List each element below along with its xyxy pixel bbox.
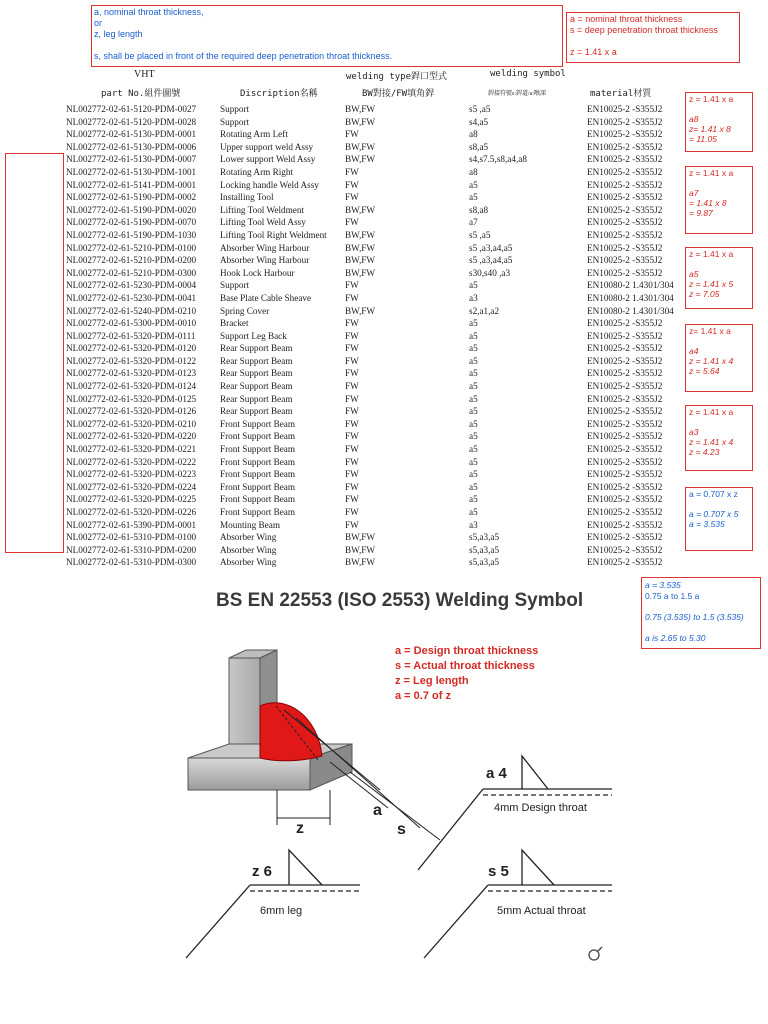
symbol-z6 (186, 850, 360, 958)
right-note-line: a = nominal throat thickness (570, 14, 683, 24)
welding-type-cell: FW (345, 292, 359, 303)
welding-type-cell: FW (345, 456, 359, 467)
side-note (689, 489, 755, 529)
welding-type-cell: FW (345, 444, 359, 455)
welding-symbol-cell: s4,s7.5,s8,a4,a8 (469, 154, 527, 165)
top-note-line: z, leg length (94, 29, 143, 39)
material-cell: EN10025-2 -S355J2 (587, 557, 663, 568)
part-number-cell: NL002772-02-61-5120-PDM-0027 (66, 104, 197, 114)
part-number-cell: NL002772-02-61-5320-PDM-0226 (66, 507, 197, 517)
description-cell: Hook Lock Harbour (220, 267, 295, 278)
part-number-cell: NL002772-02-61-5320-PDM-0125 (66, 393, 197, 404)
welding-symbol-cell: a5 (469, 330, 478, 341)
part-number-cell: NL002772-02-61-5320-PDM-0224 (66, 481, 197, 492)
side-note-line: a5 (689, 269, 699, 279)
welding-symbol-cell: a5 (469, 456, 478, 467)
welding-type-cell: BW,FW (345, 141, 376, 152)
dim-z-label: z (296, 820, 304, 837)
range-note-line (645, 622, 744, 633)
material-cell: EN10025-2 -S355J2 (587, 431, 663, 442)
description-cell: Front Support Beam (220, 507, 296, 517)
header-welding-symbol-top: welding symbol (490, 69, 566, 79)
symbol-s5 (424, 850, 612, 958)
header-description: Discription名稱 (240, 89, 318, 99)
welding-symbol-cell: s5,a3,a5 (469, 557, 500, 568)
part-number-cell: NL002772-02-61-5210-PDM-0200 (66, 255, 197, 266)
welding-symbol-cell: a5 (469, 179, 478, 190)
description-cell: Rear Support Beam (220, 393, 293, 404)
part-number-cell: NL002772-02-61-5320-PDM-0222 (66, 456, 197, 467)
header-part-no: part No.組件圖號 (101, 89, 181, 99)
header-welding-symbol: 銲接符號s:銲道/a:喉深 (488, 91, 546, 97)
description-cell: Rotating Arm Left (220, 129, 288, 140)
material-cell: EN10025-2 -S355J2 (587, 141, 663, 152)
material-cell: EN10025-2 -S355J2 (587, 267, 663, 278)
welding-symbol-cell: s8,a5 (469, 141, 489, 152)
side-note-line: a8 (689, 114, 699, 124)
description-cell: Absorber Wing Harbour (220, 255, 310, 266)
part-number-cell: NL002772-02-61-5310-PDM-0200 (66, 544, 197, 555)
weld-bead (260, 703, 322, 761)
description-cell: Front Support Beam (220, 494, 296, 505)
welding-type-cell: FW (345, 469, 359, 480)
welding-symbol-cell: a8 (469, 129, 478, 140)
welding-symbol-cell: a8 (469, 166, 478, 177)
material-cell: EN10025-2 -S355J2 (587, 381, 663, 392)
welding-symbol-cell: a5 (469, 406, 478, 417)
range-note-line: 0.75 a to 1.5 a (645, 590, 700, 601)
welding-type-cell: BW,FW (345, 267, 376, 278)
side-note-line (689, 104, 755, 114)
material-cell: EN10080-2 1.4301/304 (587, 305, 674, 316)
side-note-line: a3 (689, 427, 699, 437)
description-cell: Front Support Beam (220, 456, 296, 467)
material-cell: EN10025-2 -S355J2 (587, 179, 663, 190)
side-note-line: = 1.41 x 8 (689, 198, 727, 208)
welding-type-cell: BW,FW (345, 544, 376, 555)
welding-symbol-cell: a5 (469, 192, 478, 203)
part-number-cell: NL002772-02-61-5190-PDM-0070 (66, 217, 197, 228)
welding-symbol-cell: s5 ,a3,a4,a5 (469, 242, 513, 253)
symbol-a4 (418, 756, 612, 870)
part-number-cell: NL002772-02-61-5320-PDM-0223 (66, 469, 197, 480)
description-cell: Absorber Wing (220, 544, 277, 555)
welding-symbol-cell: a5 (469, 368, 478, 379)
dim-a-label: a (373, 802, 382, 819)
welding-type-cell: FW (345, 381, 359, 392)
side-note-line: a = 0.707 x 5 (689, 509, 739, 519)
description-cell: Rear Support Beam (220, 381, 293, 392)
part-number-cell: NL002772-02-61-5320-PDM-0123 (66, 368, 197, 379)
description-cell: Absorber Wing (220, 532, 277, 543)
material-cell: EN10025-2 -S355J2 (587, 355, 663, 366)
welding-symbol-cell: a5 (469, 355, 478, 366)
welding-type-cell: FW (345, 343, 359, 354)
dim-s-label: s (397, 821, 406, 838)
material-cell: EN10025-2 -S355J2 (587, 393, 663, 404)
range-note-line: a is 2.65 to 5.30 (645, 632, 706, 643)
description-cell: Rear Support Beam (220, 368, 293, 379)
welding-symbol-cell: a5 (469, 469, 478, 480)
welding-type-cell: BW,FW (345, 204, 376, 215)
side-note-line (689, 259, 755, 269)
welding-symbol-cell: s5 ,a5 (469, 104, 491, 114)
welding-symbol-cell: a5 (469, 507, 478, 517)
description-cell: Support (220, 104, 250, 114)
welding-symbol-cell: a5 (469, 393, 478, 404)
welding-symbol-cell: s2,a1,a2 (469, 305, 500, 316)
part-number-cell: NL002772-02-61-5130-PDM-0006 (66, 141, 197, 152)
material-cell: EN10025-2 -S355J2 (587, 318, 663, 329)
material-cell: EN10025-2 -S355J2 (587, 368, 663, 379)
top-note-line (94, 40, 392, 51)
material-cell: EN10080-2 1.4301/304 (587, 292, 674, 303)
side-note (689, 326, 755, 376)
description-cell: Rear Support Beam (220, 406, 293, 417)
right-note (570, 14, 718, 58)
description-cell: Front Support Beam (220, 481, 296, 492)
top-note (94, 7, 392, 62)
welding-type-cell: BW,FW (345, 305, 376, 316)
welding-type-cell: FW (345, 330, 359, 341)
side-note-line (689, 417, 755, 427)
symbol-s5-caption: 5mm Actual throat (497, 905, 586, 917)
symbol-z6-caption: 6mm leg (260, 905, 303, 917)
welding-symbol-cell: a5 (469, 444, 478, 455)
description-cell: Mounting Beam (220, 519, 280, 530)
part-number-cell: NL002772-02-61-5310-PDM-0100 (66, 532, 197, 543)
description-cell: Support (220, 116, 250, 127)
top-note-line: a, nominal throat thickness, (94, 7, 204, 17)
part-number-cell: NL002772-02-61-5120-PDM-0028 (66, 116, 197, 127)
side-note (689, 168, 755, 218)
welding-symbol-cell: a5 (469, 418, 478, 429)
material-cell: EN10025-2 -S355J2 (587, 519, 663, 530)
description-cell: Lifting Tool Right Weldment (220, 229, 327, 240)
part-number-cell: NL002772-02-61-5210-PDM-0100 (66, 242, 197, 253)
part-number-cell: NL002772-02-61-5320-PDM-0111 (66, 330, 196, 341)
range-note-line: 0.75 (3.535) to 1.5 (3.535) (645, 611, 744, 622)
legend-item: a = 0.7 of z (395, 690, 451, 702)
part-number-cell: NL002772-02-61-5320-PDM-0120 (66, 343, 197, 354)
side-note (689, 94, 755, 144)
welding-symbol-cell: s5,a3,a5 (469, 532, 500, 543)
material-cell: EN10025-2 -S355J2 (587, 532, 663, 543)
welding-symbol-cell: a7 (469, 217, 478, 228)
welding-type-cell: FW (345, 355, 359, 366)
side-note (689, 249, 755, 299)
material-cell: EN10025-2 -S355J2 (587, 406, 663, 417)
part-number-cell: NL002772-02-61-5130-PDM-0001 (66, 129, 197, 140)
description-cell: Front Support Beam (220, 444, 296, 455)
part-number-cell: NL002772-02-61-5300-PDM-0010 (66, 318, 197, 329)
description-cell: Locking handle Weld Assy (220, 179, 319, 190)
welding-symbol-cell: s5 ,a3,a4,a5 (469, 255, 513, 266)
side-note-line: z = 4.23 (689, 447, 720, 457)
part-number-cell: NL002772-02-61-5320-PDM-0225 (66, 494, 197, 505)
welding-symbol-cell: a5 (469, 343, 478, 354)
side-note-line: z = 1.41 x 4 (689, 356, 734, 366)
material-cell: EN10025-2 -S355J2 (587, 255, 663, 266)
welding-type-cell: FW (345, 129, 359, 140)
side-note-line: z = 1.41 x 4 (689, 437, 734, 447)
material-cell: EN10025-2 -S355J2 (587, 129, 663, 140)
part-number-cell: NL002772-02-61-5390-PDM-0001 (66, 519, 197, 530)
description-cell: Lower support Weld Assy (220, 154, 316, 165)
description-cell: Absorber Wing (220, 557, 277, 568)
welding-type-cell: BW,FW (345, 116, 376, 127)
side-note-line: a7 (689, 188, 699, 198)
part-number-cell: NL002772-02-61-5320-PDM-0210 (66, 418, 197, 429)
material-cell: EN10025-2 -S355J2 (587, 469, 663, 480)
welding-symbol-cell: a5 (469, 381, 478, 392)
welding-type-cell: FW (345, 431, 359, 442)
material-cell: EN10025-2 -S355J2 (587, 104, 663, 114)
symbol-a4-caption: 4mm Design throat (494, 802, 587, 814)
side-note-line: = 11.05 (689, 134, 717, 144)
welding-type-cell: BW,FW (345, 242, 376, 253)
part-number-cell: NL002772-02-61-5310-PDM-0300 (66, 557, 197, 568)
part-number-cell: NL002772-02-61-5210-PDM-0300 (66, 267, 197, 278)
description-cell: Lifting Tool Weldment (220, 204, 305, 215)
base-plate (188, 744, 352, 790)
right-note-line (570, 36, 718, 47)
material-cell: EN10025-2 -S355J2 (587, 242, 663, 253)
material-cell: EN10025-2 -S355J2 (587, 229, 663, 240)
part-number-cell: NL002772-02-61-5190-PDM-0002 (66, 192, 197, 203)
material-cell: EN10025-2 -S355J2 (587, 154, 663, 165)
welding-type-cell: FW (345, 318, 359, 329)
legend-item: a = Design throat thickness (395, 645, 539, 657)
legend-item: z = Leg length (395, 675, 469, 687)
header-welding-type-top: welding type銲口型式 (346, 72, 448, 82)
side-note-line: a4 (689, 346, 699, 356)
material-cell: EN10025-2 -S355J2 (587, 217, 663, 228)
welding-symbol-cell: a5 (469, 280, 478, 291)
material-cell: EN10025-2 -S355J2 (587, 116, 663, 127)
material-cell: EN10025-2 -S355J2 (587, 544, 663, 555)
side-note-line: = 9.87 (689, 208, 713, 218)
legend-item: s = Actual throat thickness (395, 660, 535, 672)
welding-type-cell: BW,FW (345, 229, 376, 240)
welding-type-cell: FW (345, 494, 359, 505)
range-note (645, 580, 744, 643)
side-note-line: z = 1.41 x a (689, 94, 734, 104)
side-note-line: z = 5.64 (689, 366, 720, 376)
side-note-line: z= 1.41 x 8 (689, 124, 731, 134)
side-note-line (689, 336, 755, 346)
material-cell: EN10025-2 -S355J2 (587, 444, 663, 455)
welding-type-cell: FW (345, 179, 359, 190)
welding-type-cell: FW (345, 368, 359, 379)
header-vht: VHT (134, 69, 155, 80)
material-cell: EN10025-2 -S355J2 (587, 481, 663, 492)
welding-type-cell: FW (345, 217, 359, 228)
part-number-cell: NL002772-02-61-5240-PDM-0210 (66, 305, 197, 316)
welding-symbol-cell: a5 (469, 431, 478, 442)
description-cell: Lifting Tool Weld Assy (220, 217, 306, 228)
part-number-cell: NL002772-02-61-5190-PDM-1030 (66, 229, 197, 240)
part-number-cell: NL002772-02-61-5320-PDM-0126 (66, 406, 197, 417)
material-cell: EN10025-2 -S355J2 (587, 507, 663, 517)
welding-type-cell: FW (345, 393, 359, 404)
welding-type-cell: FW (345, 481, 359, 492)
description-cell: Spring Cover (220, 305, 270, 316)
welding-symbol-cell: s5,a3,a5 (469, 544, 500, 555)
description-cell: Front Support Beam (220, 469, 296, 480)
welding-type-cell: FW (345, 406, 359, 417)
description-cell: Support (220, 280, 250, 291)
symbol-s5-label: s 5 (488, 863, 509, 880)
material-cell: EN10025-2 -S355J2 (587, 330, 663, 341)
dimension-lines (277, 710, 440, 840)
description-cell: Rear Support Beam (220, 343, 293, 354)
description-cell: Installing Tool (220, 192, 274, 203)
description-cell: Rotating Arm Right (220, 166, 293, 177)
material-cell: EN10025-2 -S355J2 (587, 192, 663, 203)
welding-type-cell: FW (345, 192, 359, 203)
description-cell: Front Support Beam (220, 418, 296, 429)
material-cell: EN10080-2 1.4301/304 (587, 280, 674, 291)
right-note-line: s = deep penetration throat thickness (570, 25, 718, 35)
welding-symbol-cell: s8,a8 (469, 204, 489, 215)
welding-symbol-cell: a5 (469, 481, 478, 492)
welding-type-cell: BW,FW (345, 532, 376, 543)
side-note-line: z= 1.41 x a (689, 326, 731, 336)
part-number-cell: NL002772-02-61-5141-PDM-0001 (66, 179, 197, 190)
welding-symbol-cell: a3 (469, 292, 478, 303)
weld-face-line (276, 706, 318, 760)
right-note-line: z = 1.41 x a (570, 47, 617, 57)
welding-type-cell: BW,FW (345, 255, 376, 266)
welding-type-cell: BW,FW (345, 557, 376, 568)
part-number-cell: NL002772-02-61-5320-PDM-0220 (66, 431, 197, 442)
left-bracket-box (5, 153, 64, 553)
side-note-line (689, 499, 755, 509)
side-note-line: z = 1.41 x a (689, 407, 734, 417)
welding-type-cell: FW (345, 507, 359, 517)
side-note-line: z = 1.41 x 5 (689, 279, 734, 289)
welding-symbol-cell: a5 (469, 318, 478, 329)
material-cell: EN10025-2 -S355J2 (587, 456, 663, 467)
welding-type-cell: FW (345, 280, 359, 291)
part-number-cell: NL002772-02-61-5230-PDM-0041 (66, 292, 197, 303)
description-cell: Bracket (220, 318, 249, 329)
zoom-icon (589, 947, 602, 960)
material-cell: EN10025-2 -S355J2 (587, 418, 663, 429)
description-cell: Upper support weld Assy (220, 141, 314, 152)
welding-symbol-cell: a3 (469, 519, 478, 530)
top-note-line: s, shall be placed in front of the required deep penetration throat thickness. (94, 51, 393, 61)
welding-type-cell: BW,FW (345, 154, 376, 165)
side-note-line: a = 3.535 (689, 519, 725, 529)
material-cell: EN10025-2 -S355J2 (587, 166, 663, 177)
material-cell: EN10025-2 -S355J2 (587, 343, 663, 354)
welding-type-cell: FW (345, 519, 359, 530)
part-number-cell: NL002772-02-61-5320-PDM-0122 (66, 355, 197, 366)
part-number-cell: NL002772-02-61-5320-PDM-0221 (66, 444, 197, 455)
description-cell: Front Support Beam (220, 431, 296, 442)
welding-symbol-cell: a5 (469, 494, 478, 505)
symbol-z6-label: z 6 (252, 863, 273, 880)
welding-type-cell: FW (345, 418, 359, 429)
part-number-cell: NL002772-02-61-5320-PDM-0124 (66, 381, 197, 392)
welding-symbol-cell: s5 ,a5 (469, 229, 491, 240)
range-note-line (645, 601, 744, 612)
side-note-line: z = 7.05 (689, 289, 720, 299)
description-cell: Support Leg Back (220, 330, 287, 341)
description-cell: Base Plate Cable Sheave (220, 292, 312, 303)
figure-legend (395, 644, 538, 704)
side-note-line (689, 178, 755, 188)
welding-symbol-cell: s4,a5 (469, 116, 489, 127)
header-welding-type: BW對接/FW填角銲 (362, 89, 435, 99)
part-number-cell: NL002772-02-61-5190-PDM-0020 (66, 204, 197, 215)
side-note-line: z = 1.41 x a (689, 249, 734, 259)
part-number-cell: NL002772-02-61-5230-PDM-0004 (66, 280, 197, 291)
symbol-a4-label: a 4 (486, 765, 507, 782)
material-cell: EN10025-2 -S355J2 (587, 494, 663, 505)
vertical-plate (229, 650, 277, 758)
material-cell: EN10025-2 -S355J2 (587, 204, 663, 215)
side-note (689, 407, 755, 457)
description-cell: Rear Support Beam (220, 355, 293, 366)
header-material: material材質 (590, 89, 652, 99)
welding-symbol-cell: s30,s40 ,a3 (469, 267, 511, 278)
welding-type-cell: BW,FW (345, 104, 376, 114)
welding-type-cell: FW (345, 166, 359, 177)
figure-title: BS EN 22553 (ISO 2553) Welding Symbol (216, 590, 584, 611)
range-note-line: a = 3.535 (645, 580, 681, 590)
side-note-line: a = 0.707 x z (689, 489, 738, 499)
top-note-line: or (94, 18, 103, 28)
part-number-cell: NL002772-02-61-5130-PDM-1001 (66, 166, 197, 177)
side-note-line: z = 1.41 x a (689, 168, 734, 178)
description-cell: Absorber Wing Harbour (220, 242, 310, 253)
part-number-cell: NL002772-02-61-5130-PDM-0007 (66, 154, 197, 165)
